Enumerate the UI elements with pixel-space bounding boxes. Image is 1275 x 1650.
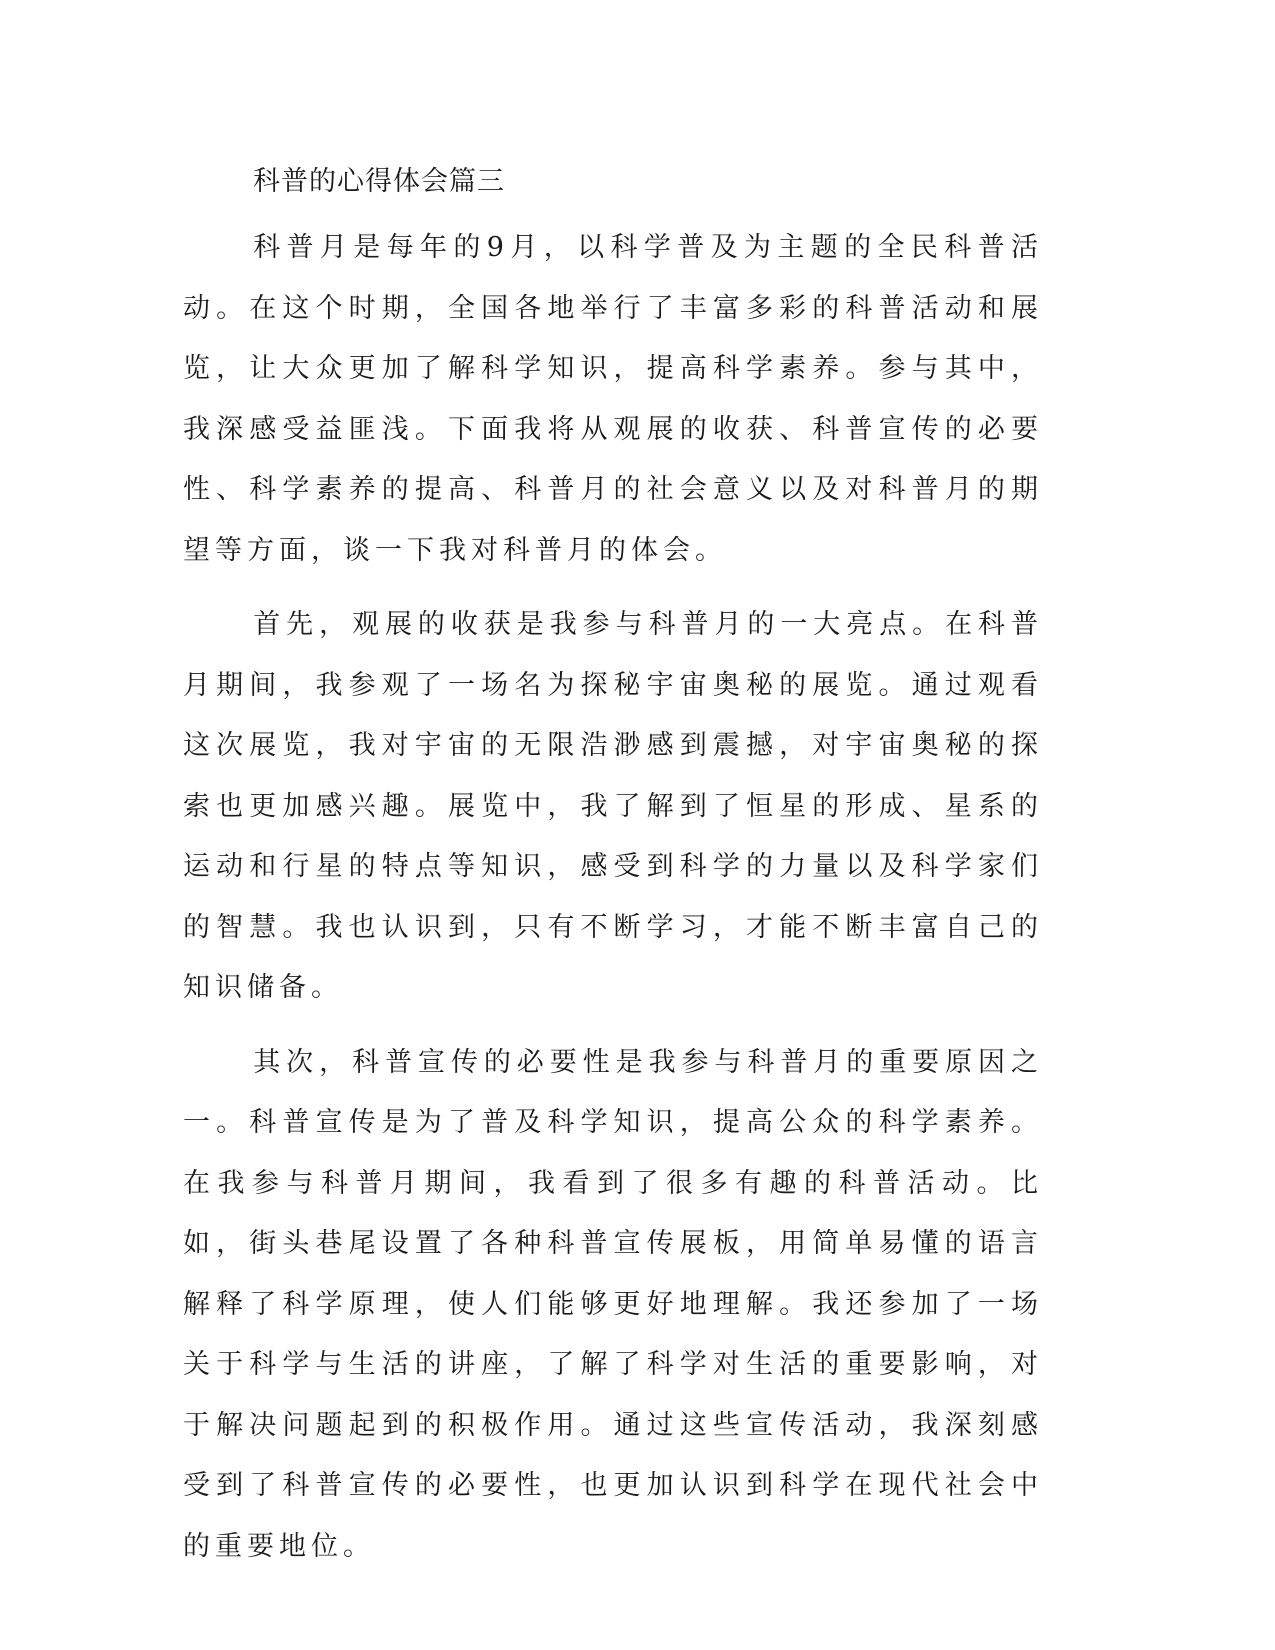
paragraph-exhibition: 首先，观展的收获是我参与科普月的一大亮点。在科普月期间，我参观了一场名为探秘宇宙奥秘的展览。通过观看这次展览，我对宇宙的无限浩渺感到震撼，对宇宙奥秘的探索也更加感兴趣。展览中，我了解到了恒星的形成、星系的运动和行星的特点等知识，感受到科学的力量以及科学家们的智慧。我也认识到，只有不断学习，才能不断丰富自己的知识储备。 xyxy=(183,609,1043,1003)
document-title: 科普的心得体会篇三 xyxy=(253,166,505,197)
document-body xyxy=(183,160,1043,1577)
paragraph-intro: 科普月是每年的9月，以科学普及为主题的全民科普活动。在这个时期，全国各地举行了丰富多彩的科普活动和展览，让大众更加了解科学知识，提高科学素养。参与其中，我深感受益匪浅。下面我将从观展的收获、科普宣传的必要性、科学素养的提高、科普月的社会意义以及对科普月的期望等方面，谈一下我对科普月的体会。 xyxy=(183,232,1043,566)
paragraph-publicity: 其次，科普宣传的必要性是我参与科普月的重要原因之一。科普宣传是为了普及科学知识，提高公众的科学素养。在我参与科普月期间，我看到了很多有趣的科普活动。比如，街头巷尾设置了各种科普宣传展板，用简单易懂的语言解释了科学原理，使人们能够更好地理解。我还参加了一场关于科学与生活的讲座，了解了科学对生活的重要影响，对于解决问题起到的积极作用。通过这些宣传活动，我深刻感受到了科普宣传的必要性，也更加认识到科学在现代社会中的重要地位。 xyxy=(183,1046,1043,1562)
